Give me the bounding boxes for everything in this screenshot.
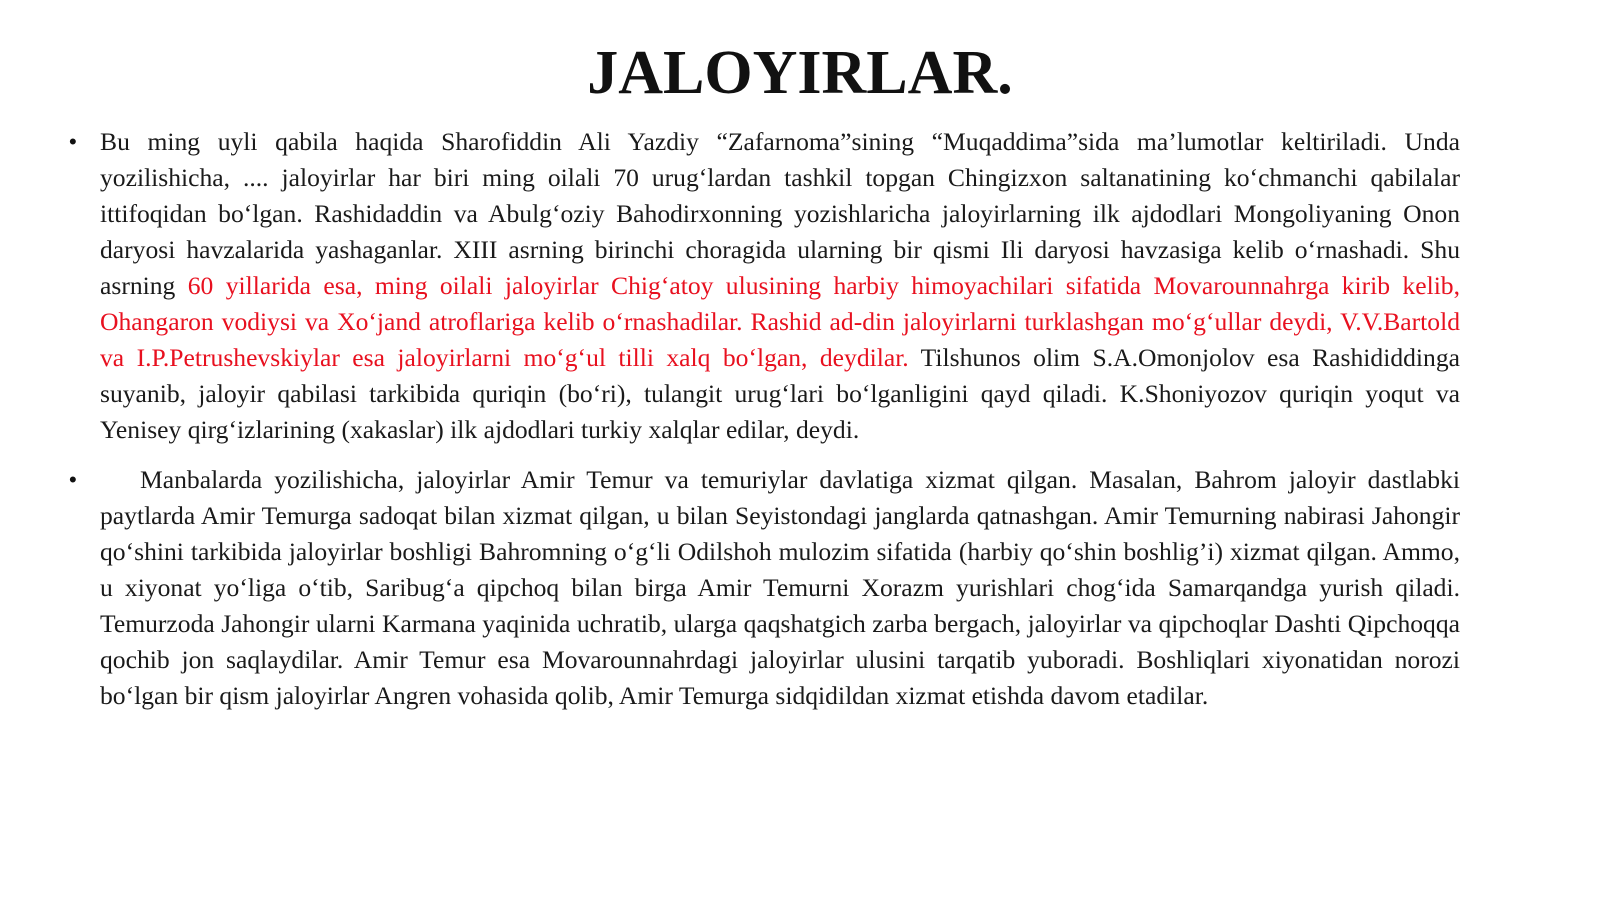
slide-title: JALOYIRLAR. [587,39,1013,107]
bullet-marker: • [69,129,77,154]
paragraph-1-highlighted-text: 60 yillarida esa, ming oilali jaloyirlar Chig‘atoy ulusining harbiy himoyachilari sifatida Movarounnahrga kirib kelib, Ohangaron vodiysi va Xo‘jand atroflariga kelib o‘rnashadilar. Rashid ad-din jaloyirlarni turklashgan mo‘g‘ullar deydi, V.V.Bartold va I.P.Petrushevskiylar esa jaloyirlarni mo‘g‘ul tilli xalq bo‘lgan, deydilar. [100,271,1460,372]
paragraph-2-text: Manbalarda yozilishicha, jaloyirlar Amir Temur va temuriylar davlatiga xizmat qilgan. Masalan, Bahrom jaloyir dastlabki paytlarda Amir Temurga sadoqat bilan xizmat qilgan, u bilan Seyistondagi janglarda qatnashgan. Amir Temurning nabirasi Jahongir qo‘shini tarkibida jaloyirlar boshligi Bahromning o‘g‘li Odilshoh mulozim sifatida (harbiy qo‘shin boshlig’i) xizmat qilgan. Ammo, u xiyonat yo‘liga o‘tib, Saribug‘a qipchoq bilan birga Amir Temurni Xorazm yurishlari chog‘ida Samarqandga yurish qiladi. Temurzoda Jahongir ularni Karmana yaqinida uchratib, ularga qaqshatgich zarba bergach, jaloyirlar va qipchoqlar Dashti Qipchoqqa qochib jon saqlaydilar. Amir Temur esa Movarounnahrdagi jaloyirlar ulusini tarqatib yuboradi. Boshliqlari xiyonatidan norozi bo‘lgan bir qism jaloyirlar Angren vohasida qolib, Amir Temurga sidqidildan xizmat etishda davom etadilar. [100,465,1460,710]
paragraph-2 [69,462,1460,714]
paragraph-1-text: Bu ming uyli qabila haqida Sharofiddin Ali Yazdiy “Zafarnoma”sining “Muqaddima”sida ma’lumotlar keltiriladi. Unda yozilishicha, .... jaloyirlar har biri ming oilali 70 urug‘lardan tashkil topgan Chingizxon saltanatining ko‘chmanchi qabilalar ittifoqidan bo‘lgan. Rashidaddin va Abulg‘oziy Bahodirxonning yozishlaricha jaloyirlarning ilk ajdodlari Mongoliyaning Onon daryosi havzalarida yashaganlar. XIII asrning birinchi choragida ularning bir qismi Ili daryosi havzasiga kelib o‘rnashadi. Shu asrning [100,127,1460,300]
bullet-marker: • [69,467,77,492]
paragraph-1-text-continued: Tilshunos olim S.A.Omonjolov esa Rashididdinga suyanib, jaloyir qabilasi tarkibida quriqin (bo‘ri), tulangit urug‘lari bo‘lganligini qayd qiladi. K.Shoniyozov quriqin yoqut va Yenisey qirg‘izlarining (xakaslar) ilk ajdodlari turkiy xalqlar edilar, deydi. [100,343,1460,444]
paragraph-1 [69,124,1460,448]
bullet-list [69,124,1460,728]
